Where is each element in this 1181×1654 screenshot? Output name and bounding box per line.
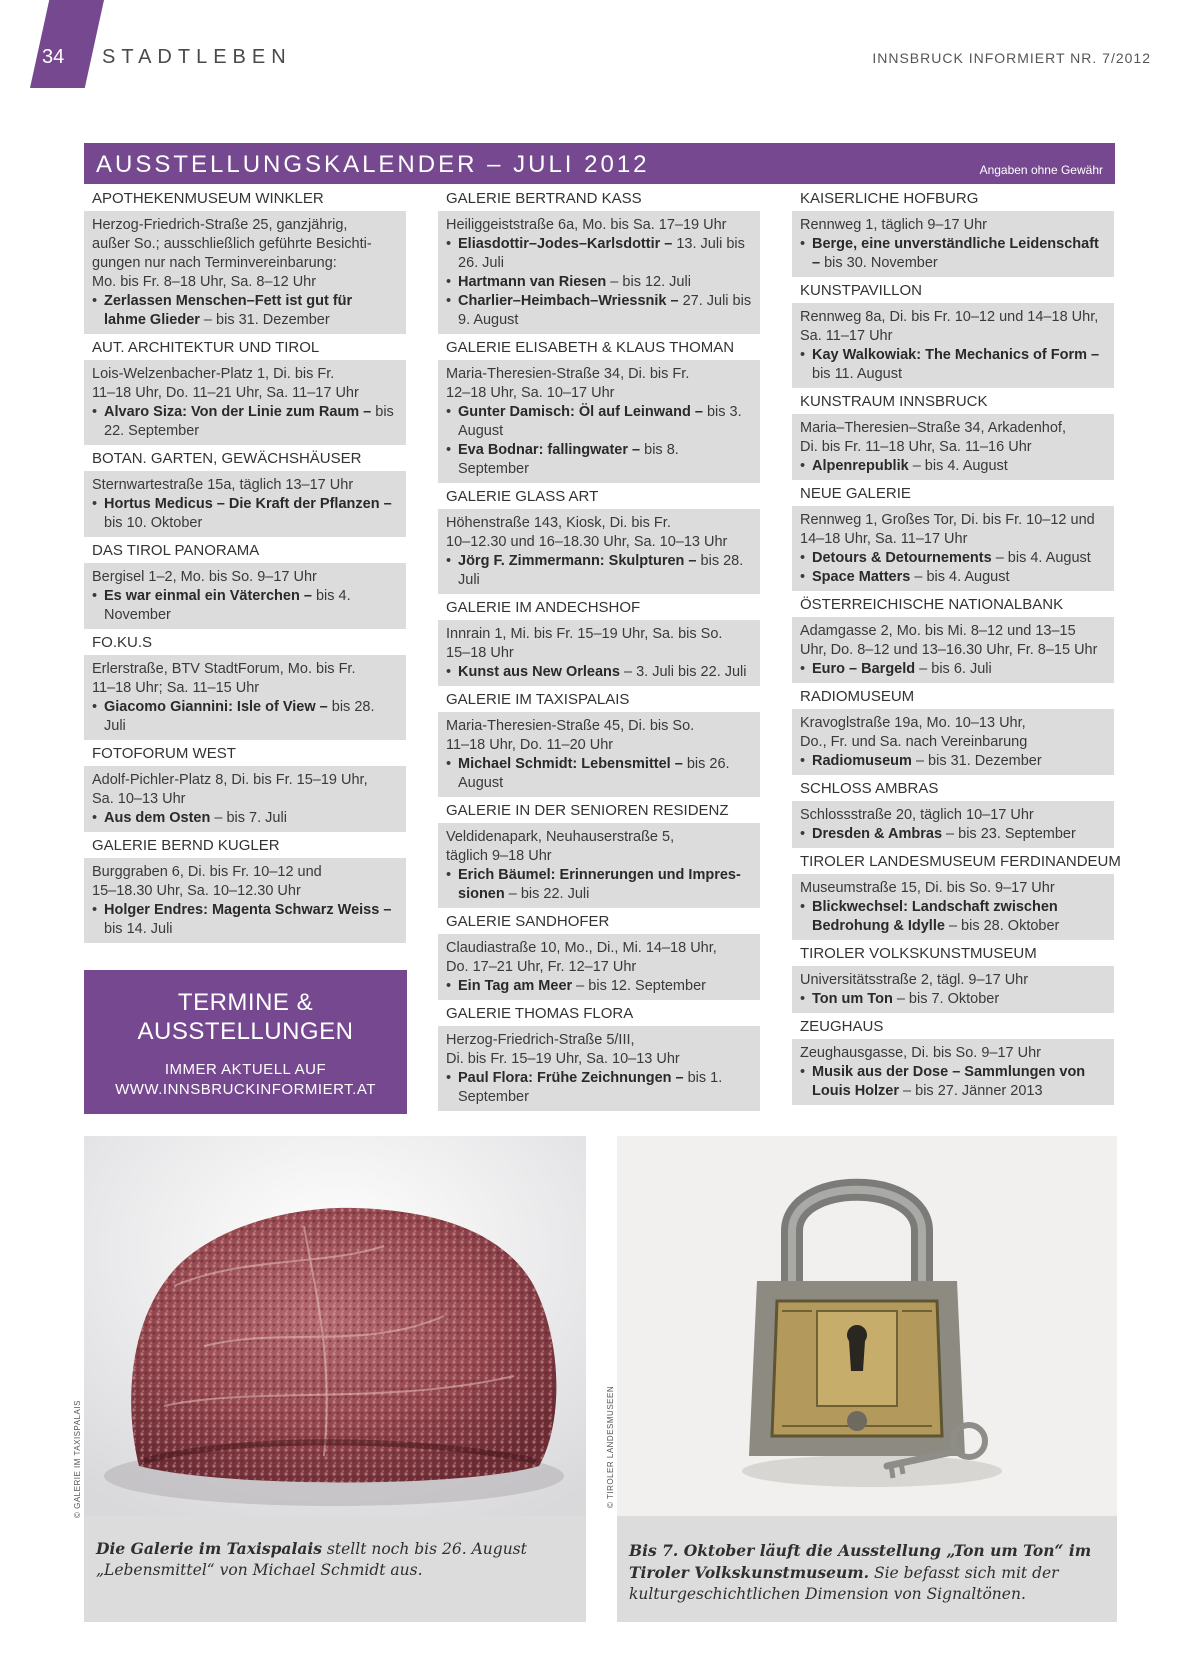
venue-info-line: 15–18.30 Uhr, Sa. 10–12.30 Uhr: [92, 883, 301, 899]
exhibition-text: [458, 273, 691, 292]
exhibition-item: [92, 901, 398, 939]
exhibition-title: Dresden & Ambras: [812, 826, 943, 842]
photo-credit-1: © GALERIE IM TAXISPALAIS: [73, 1400, 82, 1518]
exhibition-title: Blickwechsel: Landschaft zwischen Bedrohung & Idylle: [812, 899, 1058, 934]
photo-caption-2: [617, 1516, 1117, 1622]
bullet-icon: •: [800, 991, 806, 1007]
exhibition-text: [104, 901, 398, 939]
exhibition-dates: – bis 28. Oktober: [944, 918, 1060, 934]
venue-info-line: 15–18 Uhr: [446, 645, 514, 661]
venue-name: APOTHEKENMUSEUM WINKLER: [92, 190, 324, 207]
venue-info-line: Höhenstraße 143, Kiosk, Di. bis Fr.: [446, 515, 671, 531]
bullet-icon: •: [800, 899, 806, 915]
venue-details: [84, 211, 406, 334]
venue-entry: [792, 593, 1114, 683]
exhibition-dates: bis 8. September: [458, 442, 679, 477]
venue-details: [84, 563, 406, 629]
venue-entry: [84, 834, 406, 943]
venue-info-line: gungen nur nach Terminvereinbarung:: [92, 255, 337, 271]
exhibition-text: [812, 990, 999, 1009]
venue-info-line: Erlerstraße, BTV StadtForum, Mo. bis Fr.: [92, 661, 356, 677]
venue-info-line: Do. 17–21 Uhr, Fr. 12–17 Uhr: [446, 959, 637, 975]
exhibition-text: [458, 663, 747, 682]
venue-info-line: Uhr, Do. 8–12 und 13–16.30 Uhr, Fr. 8–15 Uhr: [800, 642, 1098, 658]
exhibition-dates: bis 26. August: [458, 756, 730, 791]
venue-info-line: Adolf-Pichler-Platz 8, Di. bis Fr. 15–19 Uhr,: [92, 772, 368, 788]
exhibition-dates: – bis 31. Dezember: [911, 753, 1042, 769]
venue-entry: [792, 482, 1114, 591]
exhibition-title: Paul Flora: Frühe Zeichnungen –: [458, 1070, 684, 1086]
exhibition-item: [800, 990, 1106, 1009]
bullet-icon: •: [446, 756, 452, 772]
exhibition-dates: – bis 4. August: [991, 550, 1091, 566]
exhibition-text: [104, 495, 398, 533]
exhibition-item: [800, 825, 1106, 844]
exhibition-text: [104, 809, 287, 828]
exhibition-title: Aus dem Osten: [104, 810, 211, 826]
exhibition-item: [800, 457, 1106, 476]
venue-info-line: Rennweg 8a, Di. bis Fr. 10–12 und 14–18 Uhr,: [800, 309, 1099, 325]
exhibition-title: Eliasdottir–Jodes–Karlsdottir –: [458, 236, 673, 252]
venue-info-line: Maria-Theresien-Straße 45, Di. bis So.: [446, 718, 695, 734]
photo-padlock: [617, 1136, 1117, 1516]
exhibition-text: [812, 549, 1091, 568]
venue-details: [84, 766, 406, 832]
photo-credit-2: © TIROLER LANDESMUSEEN: [606, 1385, 615, 1508]
exhibition-title: Alvaro Siza: Von der Linie zum Raum –: [104, 404, 372, 420]
exhibition-text: [458, 441, 752, 479]
venue-name: NEUE GALERIE: [800, 485, 911, 502]
exhibition-dates: – bis 4. August: [908, 458, 1008, 474]
venue-entry: [792, 279, 1114, 388]
exhibition-item: [800, 1063, 1106, 1101]
calendar-column-3: [792, 187, 1121, 1107]
exhibition-dates: – bis 22. Juli: [504, 886, 590, 902]
venue-info-line: Claudiastraße 10, Mo., Di., Mi. 14–18 Uhr,: [446, 940, 717, 956]
venue-name: SCHLOSS AMBRAS: [800, 780, 939, 797]
exhibition-text: [812, 752, 1042, 771]
venue-info-line: Di. bis Fr. 11–18 Uhr, Sa. 11–16 Uhr: [800, 439, 1032, 455]
venue-info-line: Schlossstraße 20, täglich 10–17 Uhr: [800, 807, 1034, 823]
venue-details: [438, 823, 760, 908]
venue-details: [792, 709, 1114, 775]
venue-details: [84, 360, 406, 445]
bullet-icon: •: [800, 550, 806, 566]
bullet-icon: •: [446, 404, 452, 420]
exhibition-title: Hortus Medicus – Die Kraft der Pflanzen –: [104, 496, 392, 512]
exhibition-title: Erich Bäumel: Erinnerungen und Impres-sionen: [458, 867, 741, 902]
exhibition-item: [800, 568, 1106, 587]
bullet-icon: •: [800, 569, 806, 585]
exhibition-dates: – bis 12. September: [572, 978, 706, 994]
exhibition-title: Euro – Bargeld: [812, 661, 916, 677]
exhibition-dates: – bis 6. Juli: [915, 661, 992, 677]
venue-info-line: Bergisel 1–2, Mo. bis So. 9–17 Uhr: [92, 569, 317, 585]
exhibition-item: [446, 235, 752, 273]
bullet-icon: •: [446, 236, 452, 252]
bullet-icon: •: [92, 810, 98, 826]
venue-info-line: 11–18 Uhr, Do. 11–21 Uhr, Sa. 11–17 Uhr: [92, 385, 359, 401]
venue-info-line: Sa. 10–13 Uhr: [92, 791, 186, 807]
venue-info-line: Heiliggeiststraße 6a, Mo. bis Sa. 17–19 Uhr: [446, 217, 727, 233]
exhibition-text: [458, 235, 752, 273]
promo-title-line1: TERMINE &: [177, 989, 314, 1016]
photo-lebensmittel: [84, 1136, 586, 1516]
exhibition-item: [92, 292, 398, 330]
bullet-icon: •: [800, 826, 806, 842]
bullet-icon: •: [800, 753, 806, 769]
calendar-note: Angaben ohne Gewähr: [979, 163, 1103, 177]
venue-details: [792, 506, 1114, 591]
section-title: STADTLEBEN: [102, 46, 292, 68]
exhibition-item: [446, 1069, 752, 1107]
exhibition-title: Kunst aus New Orleans: [458, 664, 620, 680]
exhibition-item: [446, 273, 752, 292]
exhibition-item: [446, 403, 752, 441]
venue-name: DAS TIROL PANORAMA: [92, 542, 260, 559]
bullet-icon: •: [446, 293, 452, 309]
exhibition-text: [458, 552, 752, 590]
bullet-icon: •: [800, 236, 806, 252]
exhibition-title: Kay Walkowiak: The Mechanics of Form –: [812, 347, 1100, 363]
venue-entry: [792, 390, 1114, 480]
venue-name: KUNSTRAUM INNSBRUCK: [800, 393, 988, 410]
issue-label: INNSBRUCK INFORMIERT NR. 7/2012: [872, 50, 1151, 66]
venue-details: [792, 414, 1114, 480]
caption-1-bold: Die Galerie im Taxispalais: [96, 1539, 322, 1558]
venue-info-line: Do., Fr. und Sa. nach Vereinbarung: [800, 734, 1028, 750]
caption-1-rest: stellt noch bis 26. August „Lebensmittel“ von Michael Schmidt aus.: [96, 1540, 527, 1579]
bullet-icon: •: [800, 347, 806, 363]
exhibition-dates: bis 28. Juli: [458, 553, 744, 588]
exhibition-dates: – bis 4. August: [910, 569, 1010, 585]
page-number: 34: [42, 46, 65, 68]
venue-entry: [84, 539, 406, 629]
venue-info-line: Herzog-Friedrich-Straße 5/III,: [446, 1032, 635, 1048]
exhibition-text: [458, 866, 752, 904]
exhibition-text: [104, 587, 398, 625]
exhibition-dates: bis 10. Oktober: [104, 515, 203, 531]
venue-info-line: 10–12.30 und 16–18.30 Uhr, Sa. 10–13 Uhr: [446, 534, 728, 550]
exhibition-item: [446, 552, 752, 590]
venue-details: [84, 655, 406, 740]
venue-info-line: Lois-Welzenbacher-Platz 1, Di. bis Fr.: [92, 366, 335, 382]
exhibition-dates: bis 28. Juli: [104, 699, 375, 734]
venue-details: [84, 858, 406, 943]
venue-info-line: Herzog-Friedrich-Straße 25, ganzjährig,: [92, 217, 348, 233]
venue-info-line: täglich 9–18 Uhr: [446, 848, 552, 864]
exhibition-dates: – bis 7. Juli: [210, 810, 287, 826]
caption-2-rest: Sie befasst sich mit der kulturgeschichtlichen Dimension von Signaltönen.: [629, 1564, 1059, 1603]
exhibition-item: [92, 587, 398, 625]
exhibition-dates: – bis 27. Jänner 2013: [899, 1083, 1043, 1099]
exhibition-dates: – bis 12. Juli: [606, 274, 691, 290]
venue-entry: [438, 485, 760, 594]
venue-details: [438, 1026, 760, 1111]
exhibition-title: Jörg F. Zimmermann: Skulpturen –: [458, 553, 697, 569]
venue-details: [438, 211, 760, 334]
exhibition-text: [458, 977, 706, 996]
venue-name: FOTOFORUM WEST: [92, 745, 236, 762]
exhibition-item: [446, 866, 752, 904]
venue-info-line: Di. bis Fr. 15–19 Uhr, Sa. 10–13 Uhr: [446, 1051, 680, 1067]
exhibition-text: [104, 403, 398, 441]
venue-info-line: 11–18 Uhr, Do. 11–20 Uhr: [446, 737, 614, 753]
venue-info-line: Universitätsstraße 2, tägl. 9–17 Uhr: [800, 972, 1029, 988]
exhibition-item: [446, 663, 752, 682]
venue-info-line: Mo. bis Fr. 8–18 Uhr, Sa. 8–12 Uhr: [92, 274, 317, 290]
venue-details: [792, 303, 1114, 388]
bullet-icon: •: [446, 1070, 452, 1086]
bullet-icon: •: [92, 404, 98, 420]
venue-entry: [84, 336, 406, 445]
venue-details: [792, 1039, 1114, 1105]
exhibition-dates: bis 4. November: [104, 588, 351, 623]
venue-details: [438, 934, 760, 1000]
exhibition-dates: 13. Juli bis 26. Juli: [458, 236, 745, 271]
exhibition-text: [104, 292, 398, 330]
venue-details: [438, 620, 760, 686]
calendar-column-1: [84, 187, 406, 945]
exhibition-item: [800, 235, 1106, 273]
calendar-column-2: [438, 187, 760, 1113]
exhibition-item: [446, 977, 752, 996]
venue-details: [84, 471, 406, 537]
exhibition-text: [458, 755, 752, 793]
venue-entry: [438, 1002, 760, 1111]
bullet-icon: •: [92, 293, 98, 309]
venue-entry: [792, 187, 1114, 277]
bullet-icon: •: [92, 699, 98, 715]
exhibition-title: Charlier–Heimbach–Wriessnik –: [458, 293, 679, 309]
page-number-tab: [30, 0, 104, 88]
promo-sub-line1: IMMER AKTUELL AUF: [164, 1061, 327, 1078]
venue-entry: [438, 187, 760, 334]
venue-name: GALERIE ELISABETH & KLAUS THOMAN: [446, 339, 735, 356]
venue-name: FO.KU.S: [92, 634, 153, 651]
exhibition-title: Radiomuseum: [812, 753, 912, 769]
venue-entry: [792, 685, 1114, 775]
venue-entry: [84, 187, 406, 334]
exhibition-title: Alpenrepublik: [812, 458, 909, 474]
venue-name: GALERIE IM ANDECHSHOF: [446, 599, 641, 616]
exhibition-dates: – 3. Juli bis 22. Juli: [619, 664, 747, 680]
venue-name: GALERIE THOMAS FLORA: [446, 1005, 634, 1022]
venue-info-line: Veldidenapark, Neuhauserstraße 5,: [446, 829, 675, 845]
venue-info-line: außer So.; ausschließlich geführte Besichti-: [92, 236, 372, 252]
venue-details: [438, 712, 760, 797]
venue-details: [438, 360, 760, 483]
venue-name: GALERIE BERTRAND KASS: [446, 190, 642, 207]
calendar-banner: [84, 143, 1115, 184]
venue-name: KUNSTPAVILLON: [800, 282, 922, 299]
exhibition-text: [812, 568, 1009, 587]
exhibition-text: [812, 235, 1106, 273]
venue-info-line: 11–18 Uhr; Sa. 11–15 Uhr: [92, 680, 260, 696]
venue-info-line: Museumstraße 15, Di. bis So. 9–17 Uhr: [800, 880, 1055, 896]
exhibition-text: [458, 403, 752, 441]
bullet-icon: •: [92, 588, 98, 604]
exhibition-item: [800, 752, 1106, 771]
exhibition-title: Space Matters: [812, 569, 911, 585]
exhibition-dates: – bis 31. Dezember: [199, 312, 330, 328]
venue-entry: [792, 942, 1114, 1013]
venue-info-line: Sa. 11–17 Uhr: [800, 328, 893, 344]
venue-name: TIROLER LANDESMUSEUM FERDINANDEUM: [800, 853, 1121, 870]
venue-info-line: 14–18 Uhr, Sa. 11–17 Uhr: [800, 531, 968, 547]
caption-2-bold: Bis 7. Oktober läuft die Ausstellung „Ton um Ton“ im Tiroler Volkskunstmuseum.: [629, 1541, 1092, 1582]
venue-name: RADIOMUSEUM: [800, 688, 915, 705]
exhibition-dates: bis 14. Juli: [104, 921, 173, 937]
exhibition-text: [812, 660, 992, 679]
exhibition-dates: bis 11. August: [812, 366, 903, 382]
exhibition-title: Holger Endres: Magenta Schwarz Weiss –: [104, 902, 392, 918]
exhibition-item: [92, 403, 398, 441]
exhibition-title: Detours & Detournements: [812, 550, 992, 566]
exhibition-dates: bis 22. September: [104, 404, 394, 439]
venue-name: KAISERLICHE HOFBURG: [800, 190, 979, 207]
photo-caption-1: [84, 1516, 586, 1622]
venue-details: [792, 617, 1114, 683]
exhibition-dates: bis 30. November: [820, 255, 938, 271]
bullet-icon: •: [446, 274, 452, 290]
venue-info-line: Rennweg 1, Großes Tor, Di. bis Fr. 10–12 und: [800, 512, 1095, 528]
exhibition-title: Hartmann van Riesen: [458, 274, 607, 290]
venue-entry: [438, 336, 760, 483]
venue-info-line: Rennweg 1, täglich 9–17 Uhr: [800, 217, 988, 233]
venue-info-line: Burggraben 6, Di. bis Fr. 10–12 und: [92, 864, 322, 880]
exhibition-item: [800, 346, 1106, 384]
venue-entry: [438, 910, 760, 1000]
promo-title-line2: AUSSTELLUNGEN: [137, 1018, 354, 1045]
exhibition-dates: bis 3. August: [458, 404, 742, 439]
exhibition-item: [446, 441, 752, 479]
venue-info-line: Zeughausgasse, Di. bis So. 9–17 Uhr: [800, 1045, 1041, 1061]
exhibition-dates: – bis 23. September: [942, 826, 1076, 842]
exhibition-title: Ein Tag am Meer: [458, 978, 573, 994]
venue-info-line: Kravoglstraße 19a, Mo. 10–13 Uhr,: [800, 715, 1026, 731]
venue-info-line: Sternwartestraße 15a, täglich 13–17 Uhr: [92, 477, 354, 493]
venue-entry: [84, 631, 406, 740]
exhibition-item: [800, 549, 1106, 568]
exhibition-title: Berge, eine unverständliche Leidenschaft –: [812, 236, 1099, 271]
bullet-icon: •: [800, 458, 806, 474]
exhibition-text: [458, 1069, 752, 1107]
bullet-icon: •: [92, 902, 98, 918]
exhibition-item: [92, 698, 398, 736]
venue-entry: [792, 1015, 1114, 1105]
venue-details: [792, 874, 1114, 940]
venue-name: GALERIE IM TAXISPALAIS: [446, 691, 630, 708]
exhibition-title: Michael Schmidt: Lebensmittel –: [458, 756, 683, 772]
exhibition-dates: – bis 7. Oktober: [892, 991, 1000, 1007]
exhibition-item: [446, 755, 752, 793]
venue-entry: [792, 850, 1121, 940]
exhibition-item: [92, 809, 398, 828]
exhibition-text: [812, 457, 1008, 476]
exhibition-title: Giacomo Giannini: Isle of View –: [104, 699, 328, 715]
venue-entry: [84, 742, 406, 832]
venue-name: ÖSTERREICHISCHE NATIONALBANK: [800, 596, 1064, 613]
venue-entry: [438, 596, 760, 686]
exhibition-title: Musik aus der Dose – Sammlungen von Louis Holzer: [812, 1064, 1086, 1099]
bullet-icon: •: [800, 661, 806, 677]
exhibition-item: [92, 495, 398, 533]
exhibition-item: [800, 660, 1106, 679]
venue-details: [792, 211, 1114, 277]
venue-name: GALERIE SANDHOFER: [446, 913, 610, 930]
venue-name: ZEUGHAUS: [800, 1018, 884, 1035]
bullet-icon: •: [446, 553, 452, 569]
exhibition-text: [812, 825, 1076, 844]
venue-details: [792, 801, 1114, 848]
calendar-title: AUSSTELLUNGSKALENDER – JULI 2012: [96, 151, 650, 178]
exhibition-title: Zerlassen Menschen–Fett ist gut für lahme Glieder: [104, 293, 353, 328]
exhibition-text: [812, 898, 1106, 936]
exhibition-item: [446, 292, 752, 330]
exhibition-text: [812, 346, 1106, 384]
exhibition-text: [458, 292, 752, 330]
exhibition-title: Eva Bodnar: fallingwater –: [458, 442, 641, 458]
venue-name: GALERIE IN DER SENIOREN RESIDENZ: [446, 802, 729, 819]
venue-entry: [438, 688, 760, 797]
venue-name: TIROLER VOLKSKUNSTMUSEUM: [800, 945, 1037, 962]
promo-box: [84, 970, 407, 1114]
bullet-icon: •: [446, 867, 452, 883]
venue-entry: [84, 447, 406, 537]
exhibition-text: [104, 698, 398, 736]
venue-details: [438, 509, 760, 594]
bullet-icon: •: [800, 1064, 806, 1080]
exhibition-title: Gunter Damisch: Öl auf Leinwand –: [458, 404, 703, 420]
exhibition-dates: bis 1. September: [458, 1070, 723, 1105]
venue-entry: [438, 799, 760, 908]
bullet-icon: •: [446, 664, 452, 680]
exhibition-dates: 27. Juli bis 9. August: [458, 293, 752, 328]
venue-info-line: Innrain 1, Mi. bis Fr. 15–19 Uhr, Sa. bis So.: [446, 626, 723, 642]
venue-name: GALERIE GLASS ART: [446, 488, 599, 505]
venue-entry: [792, 777, 1114, 848]
bullet-icon: •: [446, 442, 452, 458]
venue-name: GALERIE BERND KUGLER: [92, 837, 280, 854]
venue-name: AUT. ARCHITEKTUR UND TIROL: [92, 339, 320, 356]
venue-info-line: Maria-Theresien-Straße 34, Di. bis Fr.: [446, 366, 690, 382]
venue-name: BOTAN. GARTEN, GEWÄCHSHÄUSER: [92, 450, 362, 467]
exhibition-text: [812, 1063, 1106, 1101]
exhibition-item: [800, 898, 1106, 936]
venue-info-line: Maria–Theresien–Straße 34, Arkadenhof,: [800, 420, 1066, 436]
bullet-icon: •: [92, 496, 98, 512]
exhibition-title: Ton um Ton: [812, 991, 893, 1007]
exhibition-title: Es war einmal ein Väterchen –: [104, 588, 312, 604]
venue-info-line: 12–18 Uhr, Sa. 10–17 Uhr: [446, 385, 615, 401]
bullet-icon: •: [446, 978, 452, 994]
venue-details: [792, 966, 1114, 1013]
promo-url[interactable]: WWW.INNSBRUCKINFORMIERT.AT: [115, 1081, 376, 1098]
venue-info-line: Adamgasse 2, Mo. bis Mi. 8–12 und 13–15: [800, 623, 1076, 639]
